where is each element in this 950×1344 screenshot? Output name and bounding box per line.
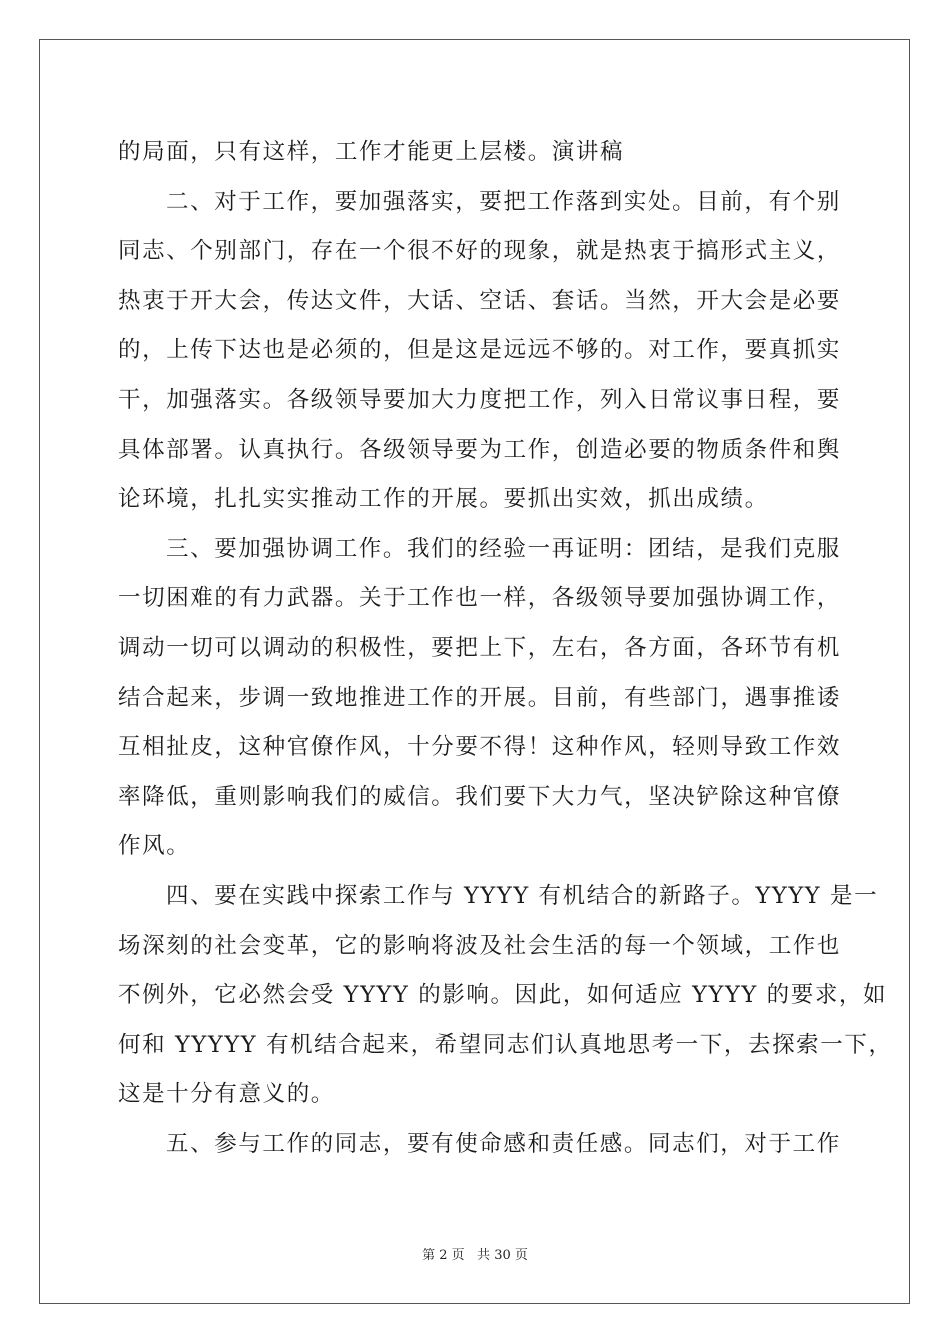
text-line: 这是十分有意义的。 — [118, 1081, 335, 1108]
text-line: 的，上传下达也是必须的，但是这是远远不够的。对工作，要真抓实 — [118, 337, 842, 364]
text-line: 结合起来，步调一致地推进工作的开展。目前，有些部门，遇事推诿 — [118, 684, 842, 711]
text-line: 调动一切可以调动的积极性，要把上下，左右，各方面，各环节有机 — [118, 634, 842, 661]
page-number-label: 第 2 页 共 30 页 — [422, 1248, 528, 1263]
text-line: 作风。 — [118, 833, 191, 860]
paragraph-first-line: 四、要在实践中探索工作与 YYYY 有机结合的新路子。YYYY 是一 — [166, 882, 879, 909]
text-line: 同志、个别部门，存在一个很不好的现象，就是热衷于搞形式主义， — [118, 238, 842, 265]
document-body — [118, 128, 893, 1169]
text-line: 何和 YYYYY 有机结合起来，希望同志们认真地思考一下，去探索一下， — [118, 1031, 893, 1058]
text-line: 的局面，只有这样，工作才能更上层楼。演讲稿 — [118, 139, 625, 165]
text-line: 一切困难的有力武器。关于工作也一样，各级领导要加强协调工作， — [118, 585, 842, 612]
text-line: 干，加强落实。各级领导要加大力度把工作，列入日常议事日程，要 — [118, 386, 842, 413]
paragraph-first-line: 三、要加强协调工作。我们的经验一再证明：团结，是我们克服 — [166, 535, 841, 562]
text-line: 论环境，扎扎实实推动工作的开展。要抓出实效，抓出成绩。 — [118, 486, 769, 513]
paragraph-first-line: 五、参与工作的同志，要有使命感和责任感。同志们，对于工作 — [166, 1130, 841, 1157]
text-line: 率降低，重则影响我们的威信。我们要下大力气，坚决铲除这种官僚 — [118, 783, 842, 810]
text-line: 不例外，它必然会受 YYYY 的影响。因此，如何适应 YYYY 的要求，如 — [118, 982, 888, 1009]
text-line: 具体部署。认真执行。各级领导要为工作，创造必要的物质条件和舆 — [118, 436, 842, 463]
text-line: 场深刻的社会变革，它的影响将波及社会生活的每一个领域，工作也 — [118, 932, 842, 959]
text-line: 热衷于开大会，传达文件，大话、空话、套话。当然，开大会是必要 — [118, 287, 842, 314]
text-line: 互相扯皮，这种官僚作风，十分要不得！这种作风，轻则导致工作效 — [118, 734, 842, 761]
page-footer — [0, 1244, 950, 1263]
paragraph-first-line: 二、对于工作，要加强落实，要把工作落到实处。目前，有个别 — [166, 188, 841, 215]
